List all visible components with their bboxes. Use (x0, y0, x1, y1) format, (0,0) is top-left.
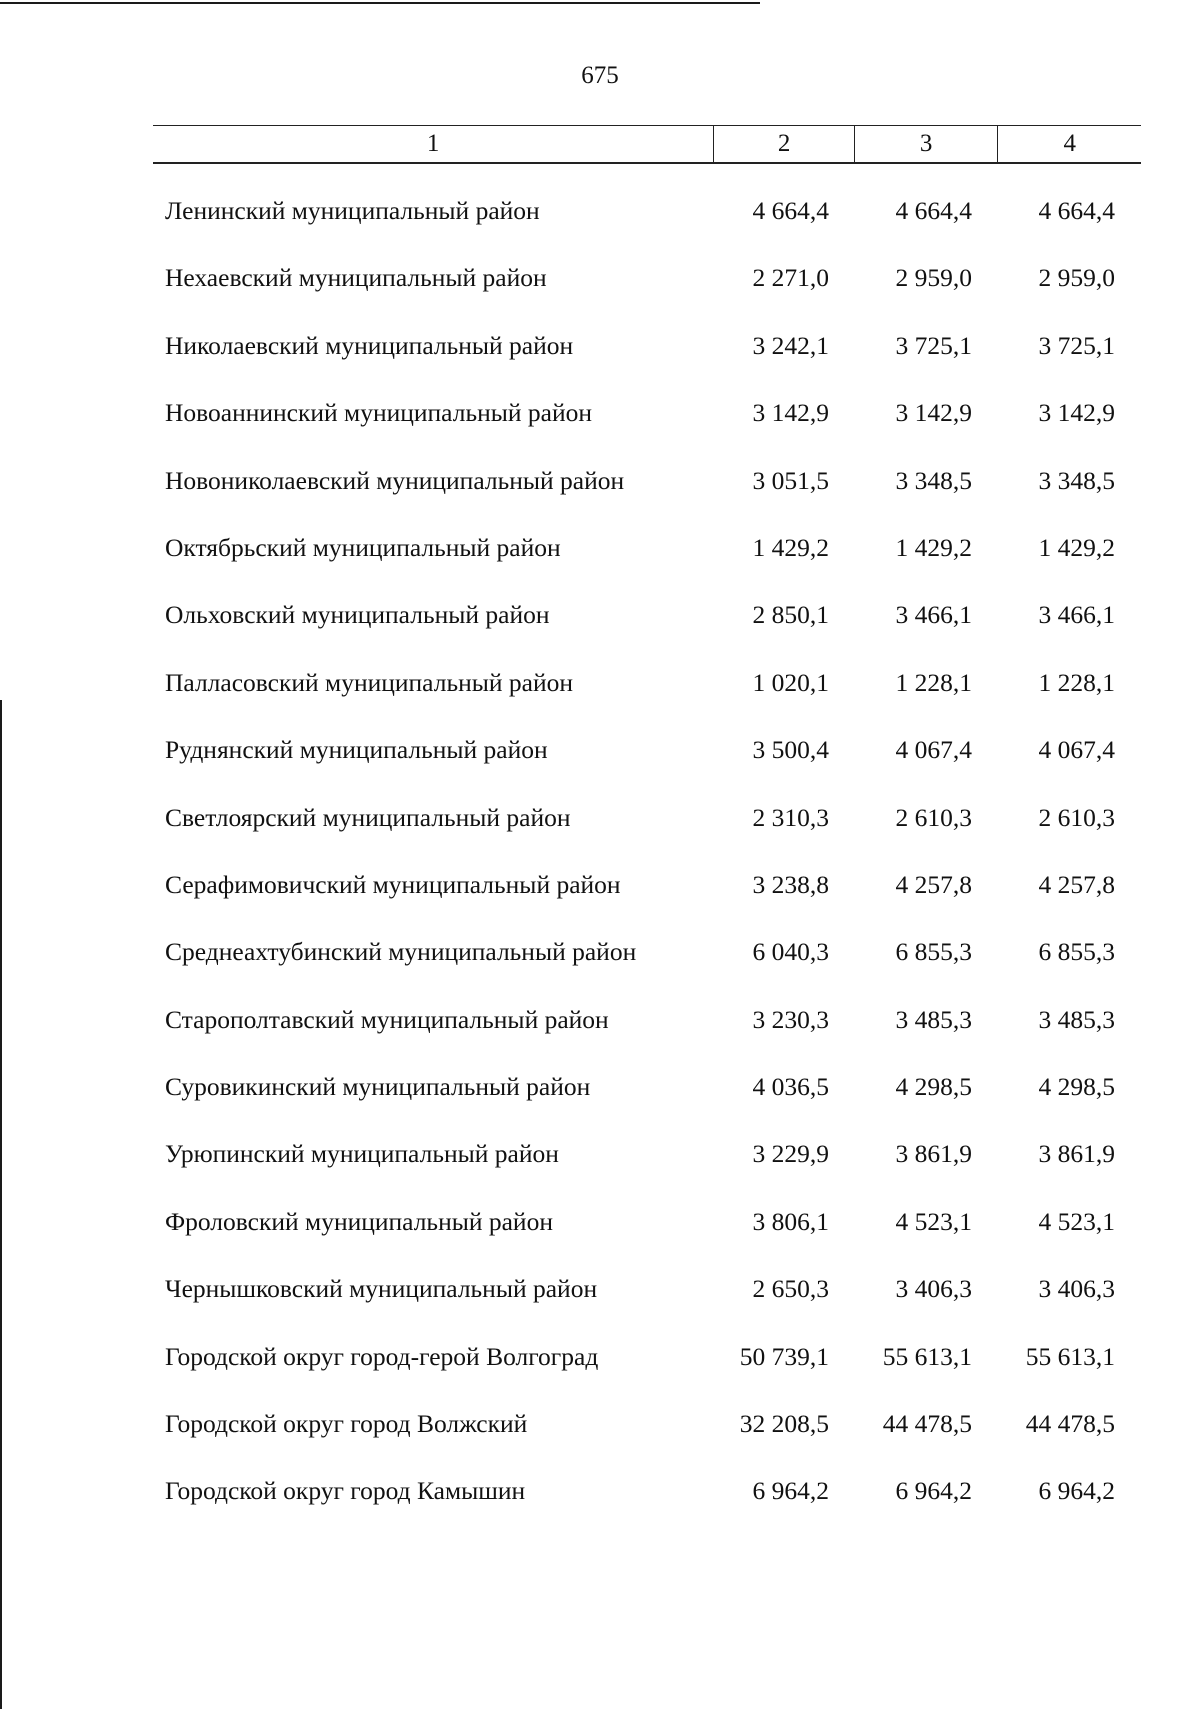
row-value-col-3: 3 725,1 (895, 330, 972, 360)
table-row (0, 184, 1200, 251)
row-name: Николаевский муниципальный район (165, 330, 574, 360)
table-row (0, 1262, 1200, 1329)
table-row (0, 858, 1200, 925)
row-value-col-3: 44 478,5 (882, 1409, 972, 1439)
row-value-col-4: 6 964,2 (1038, 1476, 1115, 1506)
row-value-col-2: 50 739,1 (739, 1341, 829, 1371)
row-value-col-3: 55 613,1 (882, 1341, 972, 1371)
table-row (0, 251, 1200, 318)
row-value-col-3: 3 485,3 (895, 1004, 972, 1034)
row-value-col-2: 3 142,9 (752, 398, 829, 428)
row-value-col-4: 1 429,2 (1038, 532, 1115, 562)
header-col-1: 1 (153, 126, 714, 162)
row-value-col-3: 3 861,9 (895, 1139, 972, 1169)
row-value-col-2: 4 036,5 (752, 1072, 829, 1102)
table-row (0, 1195, 1200, 1262)
row-name: Палласовский муниципальный район (165, 667, 573, 697)
row-value-col-2: 6 964,2 (752, 1476, 829, 1506)
row-name: Урюпинский муниципальный район (165, 1139, 559, 1169)
table-row (0, 723, 1200, 790)
table-row (0, 521, 1200, 588)
row-value-col-2: 3 230,3 (752, 1004, 829, 1034)
table-row (0, 925, 1200, 992)
row-value-col-3: 2 610,3 (895, 802, 972, 832)
row-value-col-3: 4 664,4 (895, 196, 972, 225)
row-value-col-3: 3 142,9 (895, 398, 972, 428)
row-name: Серафимовичский муниципальный район (165, 869, 621, 899)
row-value-col-4: 55 613,1 (1025, 1341, 1115, 1371)
row-name: Новоаннинский муниципальный район (165, 398, 592, 428)
row-value-col-2: 3 806,1 (752, 1206, 829, 1236)
row-value-col-4: 3 861,9 (1038, 1139, 1115, 1169)
row-value-col-3: 4 298,5 (895, 1072, 972, 1102)
table-row (0, 386, 1200, 453)
row-value-col-3: 1 429,2 (895, 532, 972, 562)
row-name: Руднянский муниципальный район (165, 735, 548, 765)
row-value-col-2: 2 310,3 (752, 802, 829, 832)
row-name: Чернышковский муниципальный район (165, 1274, 598, 1304)
table-header (153, 125, 1141, 164)
row-value-col-4: 3 406,3 (1038, 1274, 1115, 1304)
row-name: Фроловский муниципальный район (165, 1206, 553, 1236)
row-value-col-3: 2 959,0 (895, 263, 972, 293)
row-value-col-3: 4 067,4 (895, 735, 972, 765)
row-name: Новониколаевский муниципальный район (165, 465, 625, 495)
table-row (0, 1060, 1200, 1127)
row-value-col-3: 4 257,8 (895, 869, 972, 899)
row-name: Старополтавский муниципальный район (165, 1004, 609, 1034)
row-value-col-4: 3 348,5 (1038, 465, 1115, 495)
row-value-col-2: 2 271,0 (752, 263, 829, 293)
row-value-col-3: 4 523,1 (895, 1206, 972, 1236)
header-col-4: 4 (1063, 130, 1076, 157)
row-value-col-2: 1 429,2 (752, 532, 829, 562)
row-name: Октябрьский муниципальный район (165, 532, 561, 562)
row-name: Ольховский муниципальный район (165, 600, 550, 630)
row-name: Нехаевский муниципальный район (165, 263, 547, 293)
row-value-col-4: 3 142,9 (1038, 398, 1115, 428)
row-value-col-2: 4 664,4 (752, 196, 829, 225)
row-name: Среднеахтубинский муниципальный район (165, 937, 637, 967)
table-row (0, 1397, 1200, 1464)
table-row (0, 319, 1200, 386)
row-value-col-2: 2 650,3 (752, 1274, 829, 1304)
table-row (0, 791, 1200, 858)
row-value-col-2: 3 051,5 (752, 465, 829, 495)
row-name: Светлоярский муниципальный район (165, 802, 571, 832)
row-value-col-3: 1 228,1 (895, 667, 972, 697)
row-name: Городской округ город-герой Волгоград (165, 1341, 599, 1371)
row-value-col-4: 3 466,1 (1038, 600, 1115, 630)
row-value-col-4: 2 610,3 (1038, 802, 1115, 832)
row-value-col-2: 2 850,1 (752, 600, 829, 630)
row-value-col-4: 3 485,3 (1038, 1004, 1115, 1034)
table-row (0, 1330, 1200, 1397)
row-value-col-3: 3 348,5 (895, 465, 972, 495)
table-row (0, 656, 1200, 723)
row-value-col-2: 32 208,5 (739, 1409, 829, 1439)
row-name: Ленинский муниципальный район (165, 196, 540, 225)
row-value-col-2: 1 020,1 (752, 667, 829, 697)
row-name: Городской округ город Камышин (165, 1476, 526, 1506)
row-value-col-3: 6 855,3 (895, 937, 972, 967)
table-row (0, 588, 1200, 655)
row-value-col-4: 2 959,0 (1038, 263, 1115, 293)
row-value-col-4: 44 478,5 (1025, 1409, 1115, 1439)
row-value-col-2: 3 238,8 (752, 869, 829, 899)
table-row (0, 1127, 1200, 1194)
row-name: Суровикинский муниципальный район (165, 1072, 591, 1102)
row-value-col-4: 4 523,1 (1038, 1206, 1115, 1236)
row-value-col-4: 6 855,3 (1038, 937, 1115, 967)
table-row (0, 993, 1200, 1060)
row-value-col-4: 4 067,4 (1038, 735, 1115, 765)
table-body (0, 184, 1200, 1532)
header-col-2: 2 (714, 126, 855, 162)
row-value-col-4: 4 664,4 (1038, 196, 1115, 225)
row-value-col-4: 1 228,1 (1038, 667, 1115, 697)
row-value-col-2: 3 500,4 (752, 735, 829, 765)
scan-edge-top (0, 2, 760, 4)
header-col-3: 3 (855, 126, 999, 162)
row-value-col-2: 6 040,3 (752, 937, 829, 967)
table-row (0, 1464, 1200, 1531)
row-value-col-3: 3 466,1 (895, 600, 972, 630)
row-value-col-3: 3 406,3 (895, 1274, 972, 1304)
row-name: Городской округ город Волжский (165, 1409, 528, 1439)
row-value-col-2: 3 242,1 (752, 330, 829, 360)
row-value-col-4: 3 725,1 (1038, 330, 1115, 360)
row-value-col-3: 6 964,2 (895, 1476, 972, 1506)
table-row (0, 454, 1200, 521)
page-number: 675 (581, 62, 619, 89)
row-value-col-2: 3 229,9 (752, 1139, 829, 1169)
row-value-col-4: 4 298,5 (1038, 1072, 1115, 1102)
row-value-col-4: 4 257,8 (1038, 869, 1115, 899)
